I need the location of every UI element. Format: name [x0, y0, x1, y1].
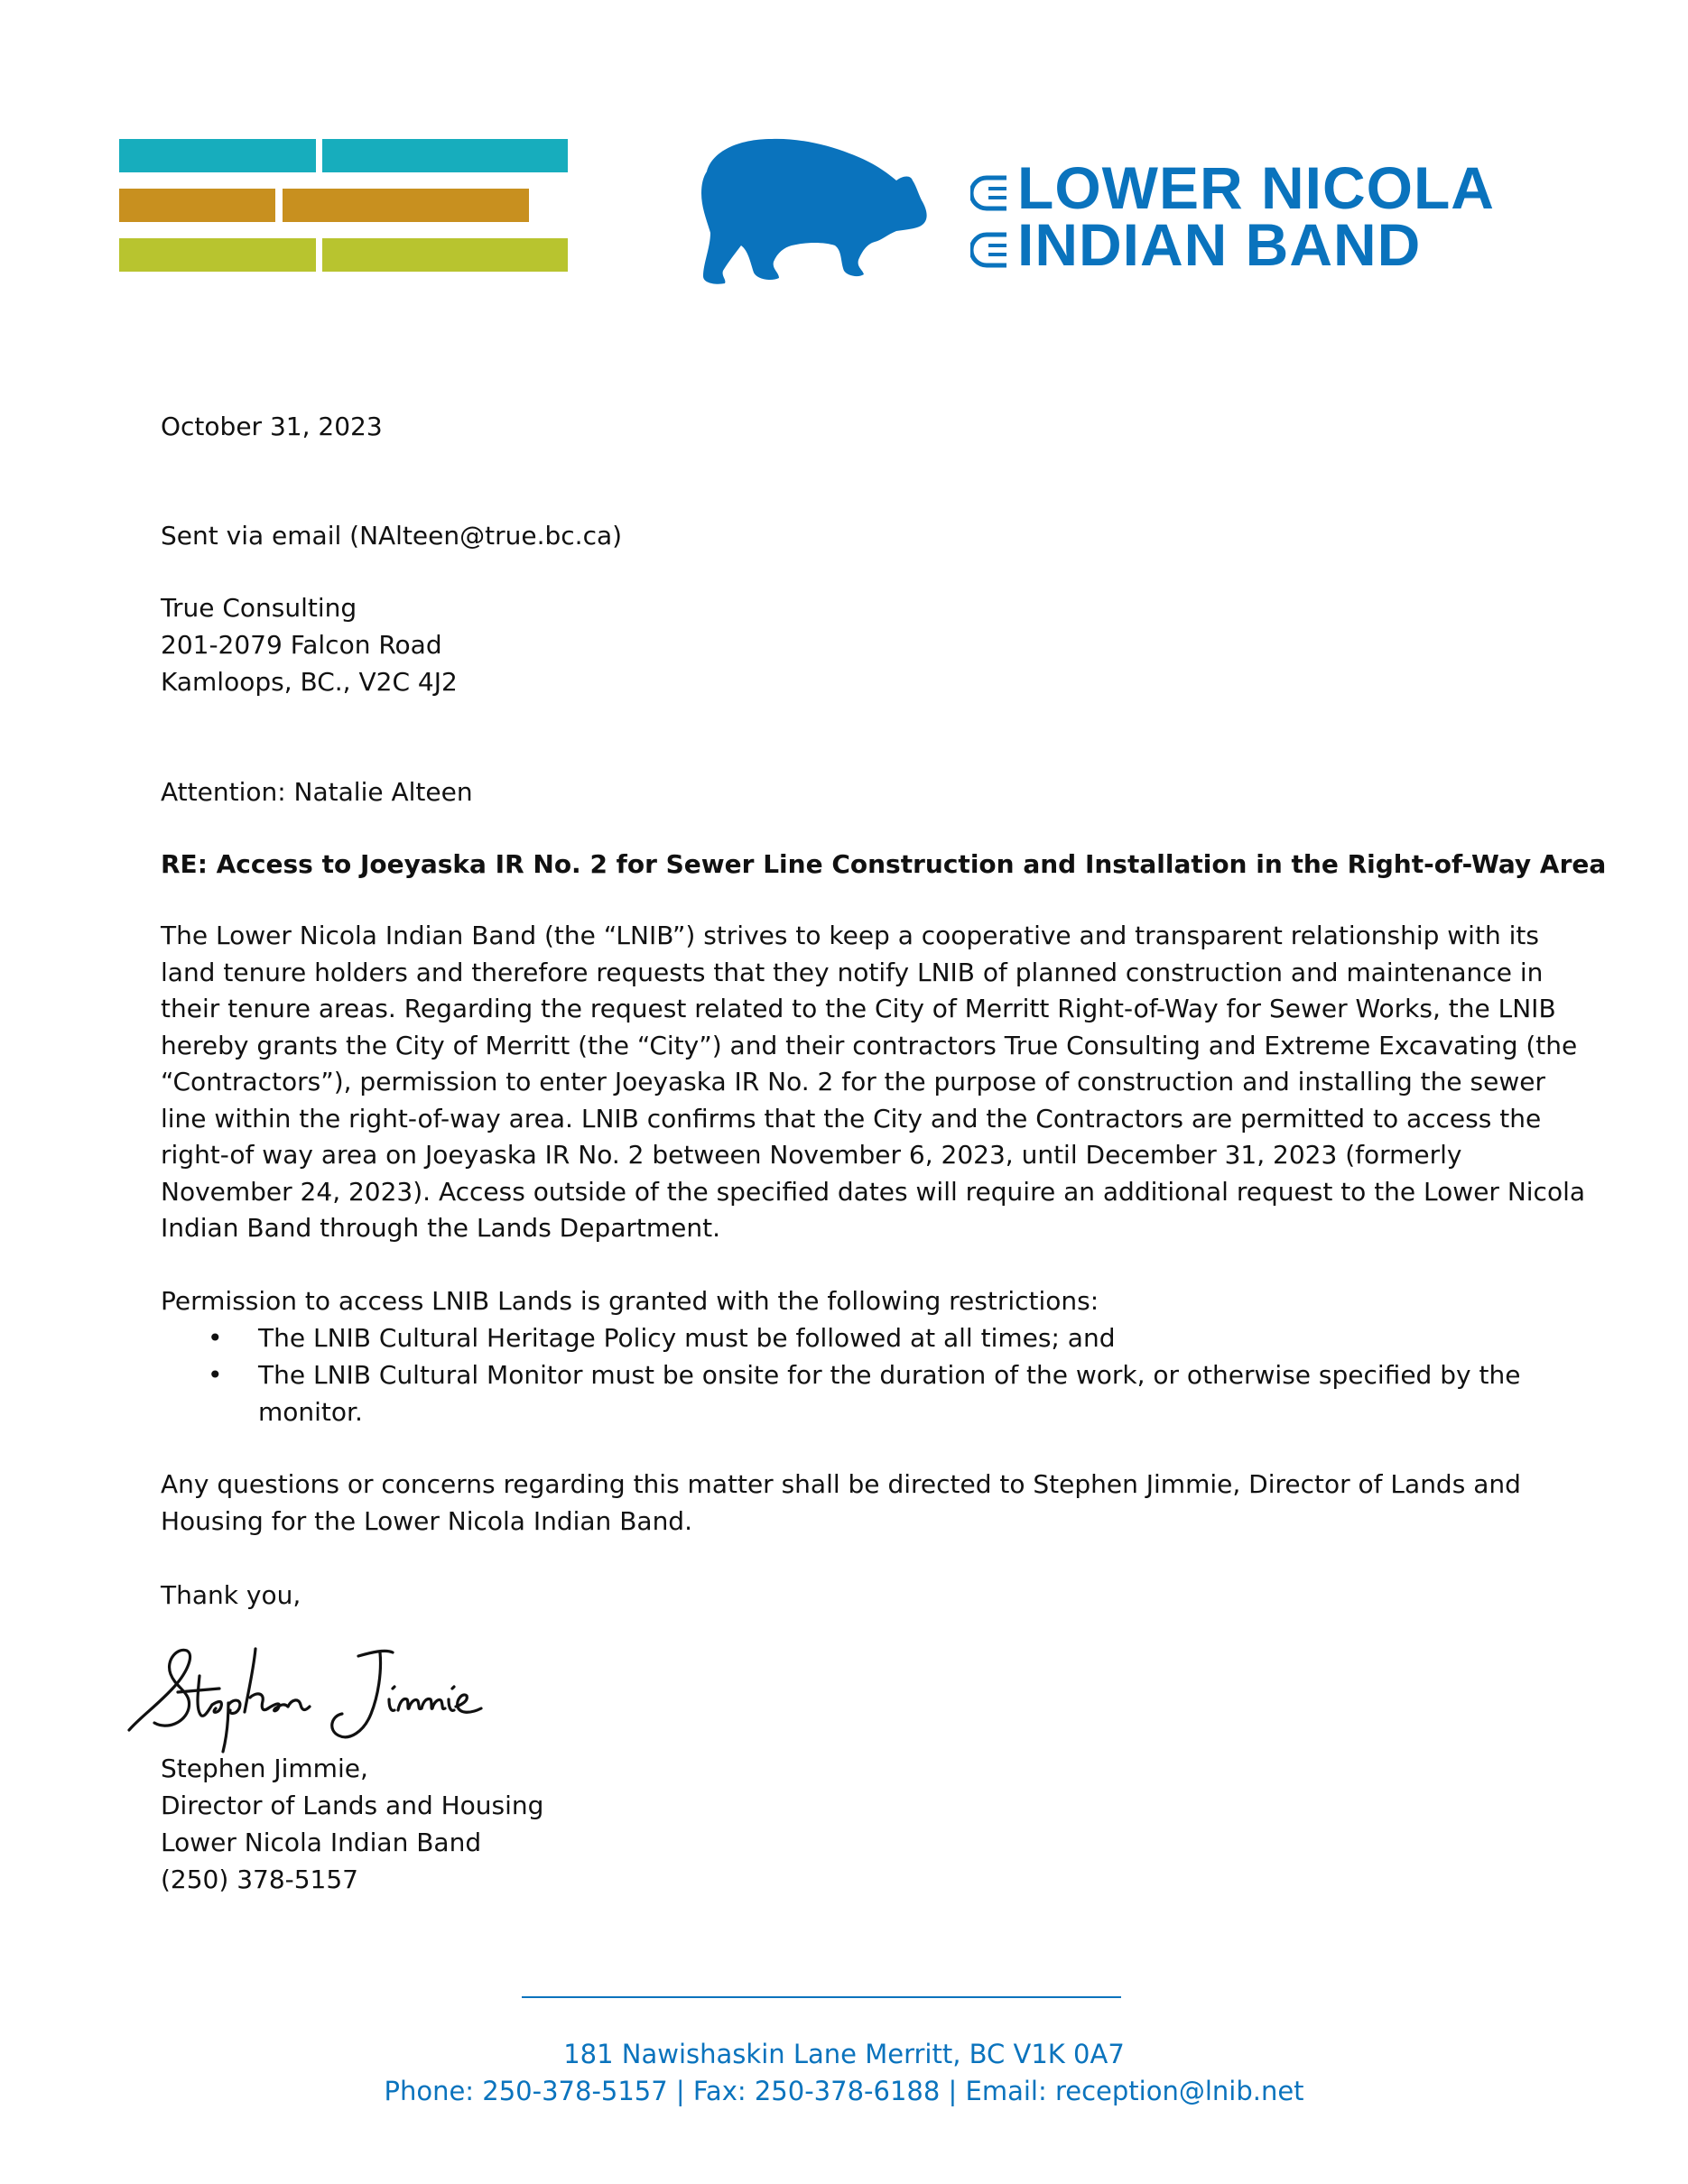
brand-mark-icon — [970, 172, 1012, 214]
signature-image — [122, 1629, 546, 1755]
bear-logo-icon — [691, 135, 930, 285]
signer-name: Stephen Jimmie, — [161, 1754, 368, 1783]
restrictions-intro: Permission to access LNIB Lands is granted with the following restrictions: — [161, 1286, 1099, 1316]
restriction-text: The LNIB Cultural Heritage Policy must be followed at all times; and — [258, 1323, 1116, 1353]
questions-paragraph: Any questions or concerns regarding this matter shall be directed to Stephen Jimmie, Director of Lands and Housing for the Lower Nicola Indian Band. — [161, 1469, 1521, 1536]
stripe-teal-1 — [119, 139, 316, 172]
subject-line: RE: Access to Joeyaska IR No. 2 for Sewer Line Construction and Installation in the Right-of-Way Area — [161, 849, 1607, 879]
stripe-gold-1 — [119, 189, 275, 222]
brand-name-line1 — [970, 154, 1495, 221]
recipient-street: 201-2079 Falcon Road — [161, 630, 442, 660]
restriction-text: The LNIB Cultural Monitor must be onsite for the duration of the work, or otherwise specified by the monitor. — [258, 1360, 1521, 1427]
signer-phone: (250) 378-5157 — [161, 1865, 358, 1894]
sent-via-line: Sent via email (NAlteen@true.bc.ca) — [161, 521, 623, 551]
footer-contact: Phone: 250-378-5157 | Fax: 250-378-6188 | Email: reception@lnib.net — [384, 2076, 1304, 2106]
brand-name-text-2: INDIAN BAND — [1017, 211, 1422, 278]
footer-divider — [522, 1996, 1121, 1998]
attention-line: Attention: Natalie Alteen — [161, 777, 473, 807]
footer-address: 181 Nawishaskin Lane Merritt, BC V1K 0A7 — [563, 2039, 1125, 2069]
stripe-green-2 — [322, 238, 568, 272]
brand-name-line2 — [970, 211, 1422, 278]
closing-line: Thank you, — [161, 1580, 301, 1610]
bullet-icon: • — [208, 1323, 223, 1353]
letter-date: October 31, 2023 — [161, 412, 383, 441]
bullet-icon: • — [208, 1360, 223, 1390]
recipient-name: True Consulting — [161, 593, 357, 623]
signer-title: Director of Lands and Housing — [161, 1791, 544, 1820]
stripe-teal-2 — [322, 139, 568, 172]
stripe-gold-2 — [283, 189, 529, 222]
recipient-city: Kamloops, BC., V2C 4J2 — [161, 667, 458, 697]
signer-organization: Lower Nicola Indian Band — [161, 1828, 482, 1857]
brand-mark-icon — [970, 229, 1012, 271]
body-paragraph: The Lower Nicola Indian Band (the “LNIB”) strives to keep a cooperative and transparent relationship with its land tenure holders and therefore requests that they notify LNIB of planned construction and maintenance in their tenure areas. Regarding the request related to the City of Merritt Right-of-Way for Sewer Works, the LNIB hereby grants the City of Merritt (the “City”) and their contractors True Consulting and Extreme Excavating (the “Contractors”), permission to enter Joeyaska IR No. 2 for the purpose of construction and installing the sewer line within the right-of-way area. LNIB confirms that the City and the Contractors are permitted to access the right-of way area on Joeyaska IR No. 2 between November 6, 2023, until December 31, 2023 (formerly November 24, 2023). Access outside of the specified dates will require an additional request to the Lower Nicola Indian Band through the Lands Department. — [161, 921, 1586, 1243]
brand-name-text-1: LOWER NICOLA — [1017, 154, 1495, 221]
stripe-green-1 — [119, 238, 316, 272]
